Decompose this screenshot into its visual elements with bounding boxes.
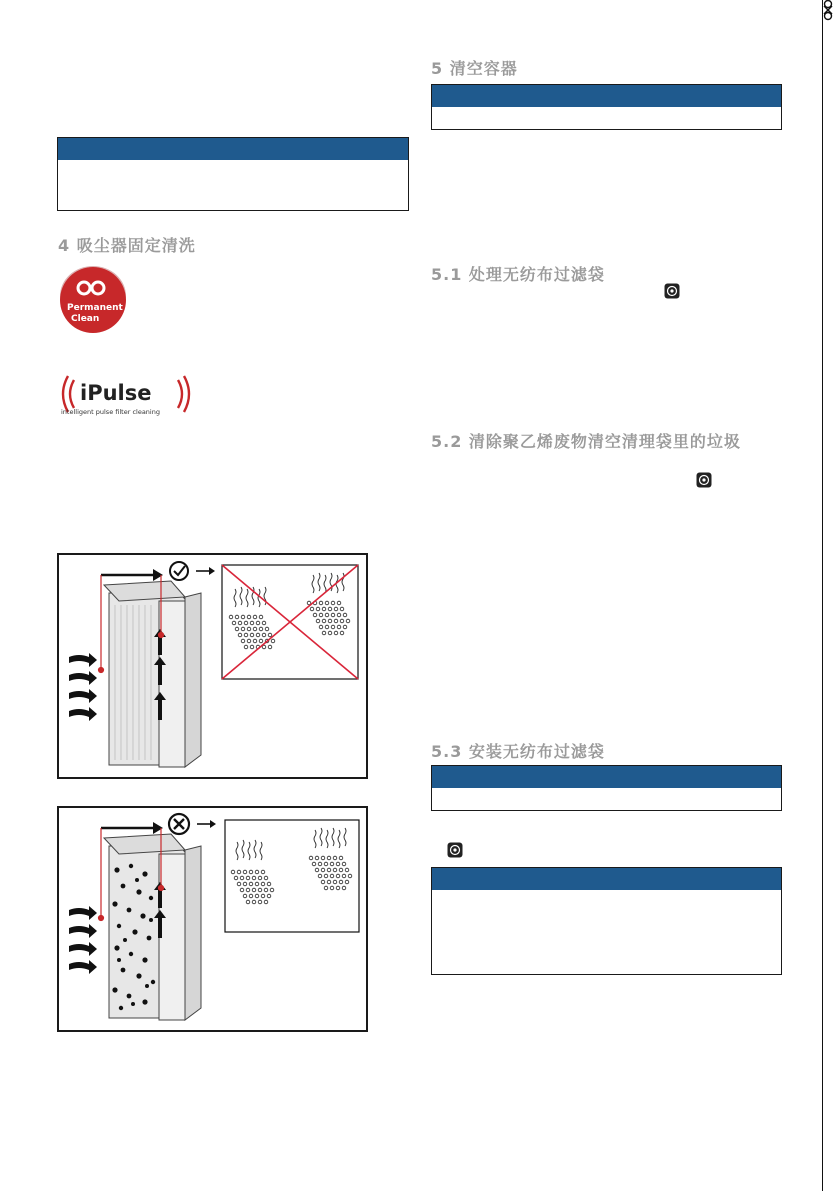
section-5-2-title: 5.2 清除聚乙烯废物清空清理袋里的垃圾	[431, 432, 741, 451]
bag-icon	[696, 472, 712, 488]
section-5-title: 5 清空容器	[431, 59, 518, 78]
bag-icon	[447, 842, 463, 858]
scissors-icon	[818, 0, 836, 1197]
notice-panel-header	[432, 85, 781, 107]
ipulse-logo	[56, 370, 196, 418]
svg-text:Permanent: Permanent	[67, 303, 123, 313]
notice-panel-header	[432, 868, 781, 890]
cross-circle-icon	[169, 814, 189, 834]
notice-panel-header	[432, 766, 781, 788]
bag-icon	[664, 283, 680, 299]
svg-text:Clean: Clean	[71, 314, 100, 324]
check-circle-icon	[170, 562, 188, 580]
notice-panel-s5	[431, 84, 782, 130]
svg-text:iPulse: iPulse	[80, 381, 152, 405]
notice-panel-bottom	[431, 867, 782, 975]
notice-panel-left	[57, 137, 409, 211]
svg-text:intelligent pulse filter clean: intelligent pulse filter cleaning	[61, 408, 160, 416]
section-5-3-title: 5.3 安装无纺布过滤袋	[431, 742, 605, 761]
permanent-clean-logo	[57, 266, 129, 334]
section-4-title: 4 吸尘器固定清洗	[58, 236, 196, 255]
arrow-right-icon	[196, 567, 215, 575]
figure-filter-correct	[57, 553, 368, 779]
figure-filter-incorrect	[57, 806, 368, 1032]
notice-panel-s53	[431, 765, 782, 811]
notice-panel-header	[58, 138, 408, 160]
section-5-1-title: 5.1 处理无纺布过滤袋	[431, 265, 605, 284]
